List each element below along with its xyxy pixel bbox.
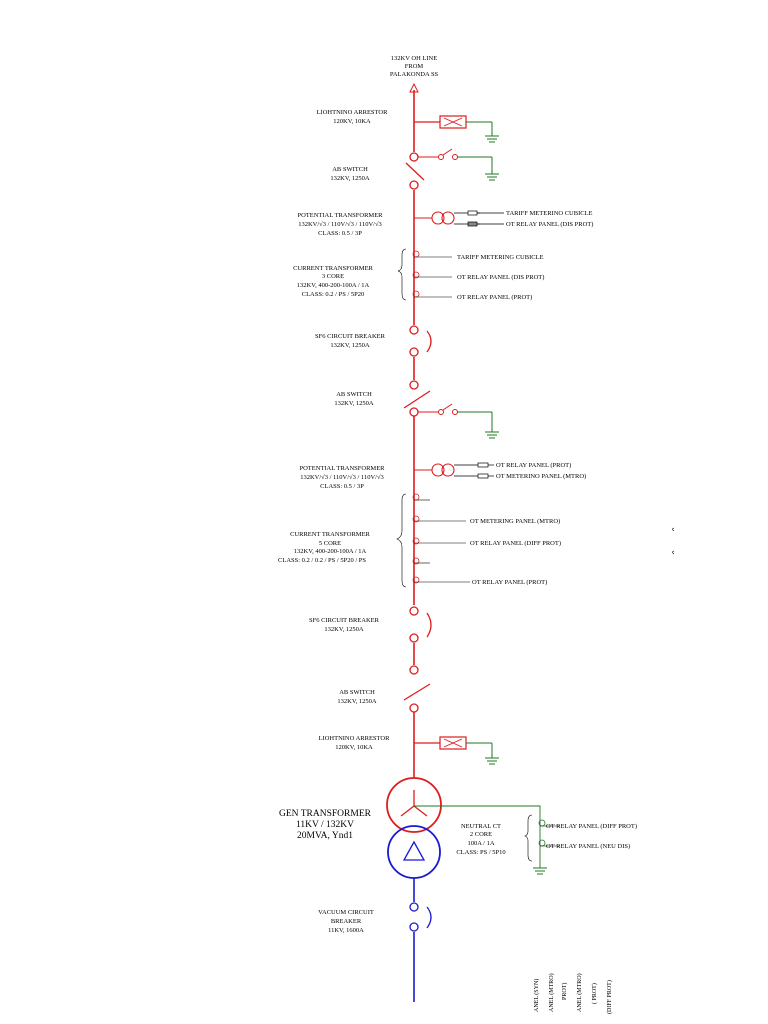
ab1-rating: 132KV, 1250A	[330, 175, 370, 182]
ct1-out3: OT RELAY PANEL (PROT)	[457, 294, 533, 301]
earth-icon	[485, 174, 499, 180]
nct-title: NEUTRAL CT	[460, 823, 502, 830]
vcb-line1: VACUUM CIRCUIT	[318, 909, 374, 916]
ct2-cores: 5 CORE	[318, 540, 342, 547]
cb2-title: SF6 CIRCUIT BREAKER	[309, 617, 379, 624]
ct2-class: CLASS: 0.2 / 0.2 / PS / 5P20 / PS	[278, 557, 366, 564]
nct-ratio: 100A / 1A	[467, 840, 495, 847]
star-winding-icon	[401, 790, 427, 816]
gt-line3: 20MVA, Ynd1	[297, 831, 353, 841]
ct1-out2: OT RELAY PANEL (DIS PROT)	[457, 274, 545, 281]
ct2-out1: OT METERING PANEL (MTRO)	[470, 518, 561, 525]
ct1-title: CURRENT TRANSFORMER	[293, 265, 373, 272]
vacuum-circuit-breaker	[410, 903, 431, 931]
gt-line1: GEN TRANSFORMER	[279, 809, 371, 819]
nct-cores: 2 CORE	[469, 831, 493, 838]
ct1-class: CLASS: 0.2 / PS / 5P20	[301, 291, 365, 298]
pt2-class: CLASS: 0.5 / 3P	[320, 483, 364, 490]
ab3-title: AB SWITCH	[339, 689, 375, 696]
pt1-title: POTENTIAL TRANSFORMER	[297, 212, 383, 219]
source-line3: PALAKONDA SS	[389, 71, 439, 78]
delta-winding-icon	[404, 842, 424, 860]
current-transformer-2	[397, 494, 470, 587]
source-line1: 132KV OH LINE	[390, 55, 438, 62]
earth-icon	[485, 758, 499, 764]
earth-icon	[485, 136, 499, 142]
source-line2: FROM	[404, 63, 424, 70]
edge-marks	[673, 528, 675, 554]
sf6-circuit-breaker-1	[410, 326, 431, 356]
bottom-label-1: ANEL (SYN)	[534, 978, 540, 1012]
lightning-arrestor-2	[414, 737, 499, 764]
vcb-line2: BREAKER	[330, 918, 362, 925]
earth-icon	[485, 432, 499, 438]
sf6-circuit-breaker-2	[410, 607, 431, 642]
earth-icon	[533, 868, 547, 874]
source-label	[390, 55, 439, 78]
cb2-rating: 132KV, 1250A	[324, 626, 364, 633]
ct1-out1: TARIFF METERING CUBICLE	[457, 254, 544, 261]
neutral-ct	[525, 815, 560, 861]
bottom-label-5: ( PROT)	[592, 983, 598, 1004]
cb1-rating: 132KV, 1250A	[330, 342, 370, 349]
pt2-out2: OT METERINO PANEL (MTRO)	[496, 473, 587, 480]
pt2-out1: OT RELAY PANEL (PROT)	[496, 462, 572, 469]
nct-class: CLASS: PS / 5P10	[456, 849, 506, 856]
ct2-out2: OT RELAY PANEL (DIFF PROT)	[470, 540, 562, 547]
pt2-ratio: 132KV/√3 / 110V/√3 / 110V/√3	[300, 474, 384, 481]
ct2-out3: OT RELAY PANEL (PROT)	[472, 579, 548, 586]
ct2-ratio: 132KV, 400-200-100A / 1A	[293, 548, 367, 555]
lightning-arrestor-1	[414, 116, 499, 142]
pt1-out2: OT RELAY PANEL (DIS PROT)	[506, 221, 594, 228]
cb1-title: SF6 CIRCUIT BREAKER	[315, 333, 385, 340]
ct1-ratio: 132KV, 400-200-100A / 1A	[296, 282, 370, 289]
bottom-label-6: (DIFF PROT)	[607, 980, 613, 1014]
la2-title: LIOHTNINO ARRESTOR	[318, 735, 390, 742]
bottom-label-3: PROT)	[562, 982, 568, 1000]
ab2-title: AB SWITCH	[336, 391, 372, 398]
pt1-ratio: 132KV/√3 / 110V/√3 / 110V/√3	[298, 221, 382, 228]
vcb-rating: 11KV, 1600A	[328, 927, 364, 934]
bottom-panel-labels	[533, 973, 613, 1014]
ab-switch-2	[404, 381, 499, 438]
pt1-class: CLASS: 0.5 / 3P	[318, 230, 362, 237]
gt-line2: 11KV / 132KV	[295, 820, 355, 830]
ab-switch-3	[404, 666, 430, 712]
la1-title: LIOHTNINO ARRESTOR	[316, 109, 388, 116]
potential-transformer-2	[414, 463, 494, 478]
nct-out2: OT RELAY PANEL (NEU DIS)	[546, 843, 631, 850]
current-transformer-1	[398, 249, 452, 300]
bottom-label-2: ANEL (MTRO)	[549, 973, 555, 1012]
ab3-rating: 132KV, 1250A	[337, 698, 377, 705]
ab2-rating: 132KV, 1250A	[334, 400, 374, 407]
nct-out1: OT RELAY PANEL (DIFF PROT)	[546, 823, 638, 830]
pt1-out1: TARIFF METERINO CUBICLE	[506, 210, 593, 217]
bottom-label-4: ANEL (MTRO)	[577, 973, 583, 1012]
la2-rating: 120KV, 10KA	[335, 744, 373, 751]
pt2-title: POTENTIAL TRANSFORMER	[299, 465, 385, 472]
ab-switch-1	[406, 149, 499, 189]
potential-transformer-1	[414, 211, 504, 226]
ct1-cores: 3 CORE	[321, 273, 345, 280]
ct2-title: CURRENT TRANSFORMER	[290, 531, 370, 538]
ab1-title: AB SWITCH	[332, 166, 368, 173]
la1-rating: 120KV, 10KA	[333, 118, 371, 125]
